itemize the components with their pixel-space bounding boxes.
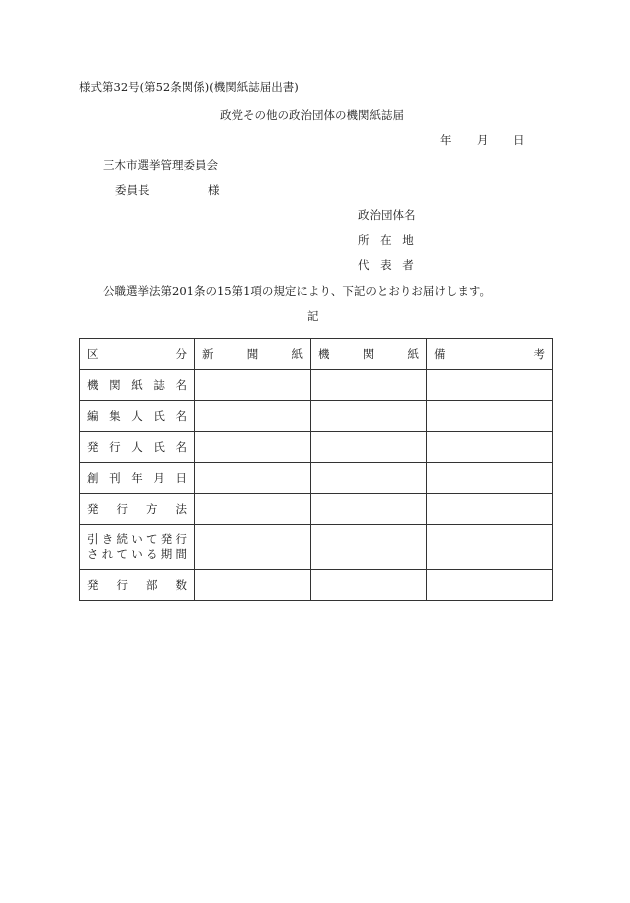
header-organ-paper [311,339,427,370]
cell-organ-paper[interactable] [311,432,427,463]
representative-label-text: 代 表 者 [358,258,414,272]
row-label [80,401,195,432]
cell-newspaper[interactable] [195,463,311,494]
table-row [80,432,553,463]
address-label [358,235,416,247]
registration-table [79,338,553,601]
cell-remarks[interactable] [427,494,553,525]
address-label-text: 所 在 地 [358,233,414,247]
cell-newspaper[interactable] [195,525,311,570]
header-newspaper-text: 新 聞 紙 [202,347,303,361]
table-row [80,370,553,401]
org-name-label: 政治団体名 [358,208,416,222]
date-day: 日 [513,133,525,147]
cell-organ-paper[interactable] [311,463,427,494]
table-row [80,401,553,432]
date-year: 年 [440,133,452,147]
row-label-text: 発 行 方 法 [87,502,187,516]
document-title: 政党その他の政治団体の機関紙誌届 [220,108,404,122]
addressee-chair: 委員長 [115,183,150,197]
cell-organ-paper[interactable] [311,370,427,401]
representative-label [358,260,416,272]
cell-organ-paper[interactable] [311,570,427,601]
cell-remarks[interactable] [427,570,553,601]
row-label-block [87,532,187,562]
form-number: 様式第32号(第52条関係)(機関紙誌届出書) [79,80,299,94]
table-row [80,463,553,494]
row-label-text: 発 行 部 数 [87,578,187,592]
cell-newspaper[interactable] [195,370,311,401]
cell-organ-paper[interactable] [311,401,427,432]
statement: 公職選挙法第201条の15第1項の規定により、下記のとおりお届けします。 [103,284,491,298]
cell-remarks[interactable] [427,525,553,570]
row-label-text: 創 刊 年 月 日 [87,471,187,485]
table-row [80,494,553,525]
cell-remarks[interactable] [427,401,553,432]
cell-organ-paper[interactable] [311,525,427,570]
cell-newspaper[interactable] [195,570,311,601]
header-newspaper [195,339,311,370]
cell-remarks[interactable] [427,370,553,401]
table-row [80,525,553,570]
cell-remarks[interactable] [427,432,553,463]
row-label [80,494,195,525]
header-category-text: 区 分 [87,347,187,361]
date-month: 月 [477,133,489,147]
row-label [80,525,195,570]
row-label-text: 発 行 人 氏 名 [87,440,187,454]
ki-label: 記 [307,309,319,323]
cell-newspaper[interactable] [195,494,311,525]
row-label [80,370,195,401]
cell-newspaper[interactable] [195,401,311,432]
row-label-line-1: 引 き 続 い て 発 行 [87,532,187,546]
addressee-honorific: 様 [208,183,220,197]
cell-newspaper[interactable] [195,432,311,463]
row-label-line-2: さ れ て い る 期 間 [87,547,187,561]
header-remarks-text: 備 考 [434,347,545,361]
header-remarks [427,339,553,370]
table-row [80,570,553,601]
header-organ-paper-text: 機 関 紙 [318,347,419,361]
row-label [80,432,195,463]
table-header-row [80,339,553,370]
cell-organ-paper[interactable] [311,494,427,525]
row-label-text: 編 集 人 氏 名 [87,409,187,423]
row-label [80,570,195,601]
row-label-text: 機 関 紙 誌 名 [87,378,187,392]
cell-remarks[interactable] [427,463,553,494]
row-label [80,463,195,494]
header-category [80,339,195,370]
addressee-committee: 三木市選挙管理委員会 [103,158,218,172]
